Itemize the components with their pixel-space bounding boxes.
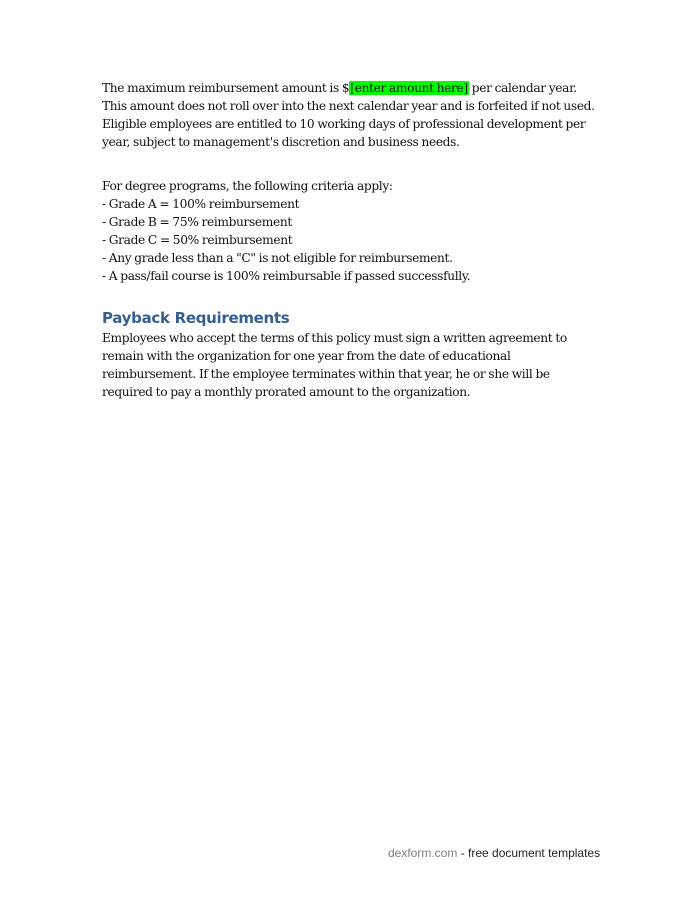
criteria-item: - Grade C = 50% reimbursement bbox=[102, 233, 293, 247]
amount-placeholder-highlight[interactable]: [enter amount here] bbox=[350, 81, 468, 95]
criteria-item: - A pass/fail course is 100% reimbursable if passed successfully. bbox=[102, 269, 471, 283]
payback-requirements-paragraph: Employees who accept the terms of this policy must sign a written agreement to remain with the organization for one year from the date of educational reimbursement. If the employee terminates within that year, he or she will be required to pay a monthly prorated amount to the organization. bbox=[102, 331, 567, 399]
criteria-intro: For degree programs, the following criteria apply: bbox=[102, 179, 393, 193]
reimbursement-amount-paragraph bbox=[102, 79, 602, 151]
footer-brand-link[interactable]: dexform.com bbox=[388, 846, 458, 860]
criteria-item: - Any grade less than a "C" is not eligible for reimbursement. bbox=[102, 251, 453, 265]
criteria-item: - Grade B = 75% reimbursement bbox=[102, 215, 292, 229]
footer-tagline: - free document templates bbox=[457, 846, 601, 860]
criteria-item: - Grade A = 100% reimbursement bbox=[102, 197, 300, 211]
payback-requirements-heading: Payback Requirements bbox=[102, 309, 290, 327]
degree-criteria-list bbox=[102, 177, 602, 285]
footer bbox=[388, 846, 600, 860]
paragraph-text: per calendar year. This amount does not roll over into the next calendar year and is forfeited if not used. Eligible employees are entitled to 10 working days of professional development per year, subject to management's discretion and business needs. bbox=[102, 81, 595, 149]
paragraph-text: The maximum reimbursement amount is $ bbox=[102, 81, 350, 95]
